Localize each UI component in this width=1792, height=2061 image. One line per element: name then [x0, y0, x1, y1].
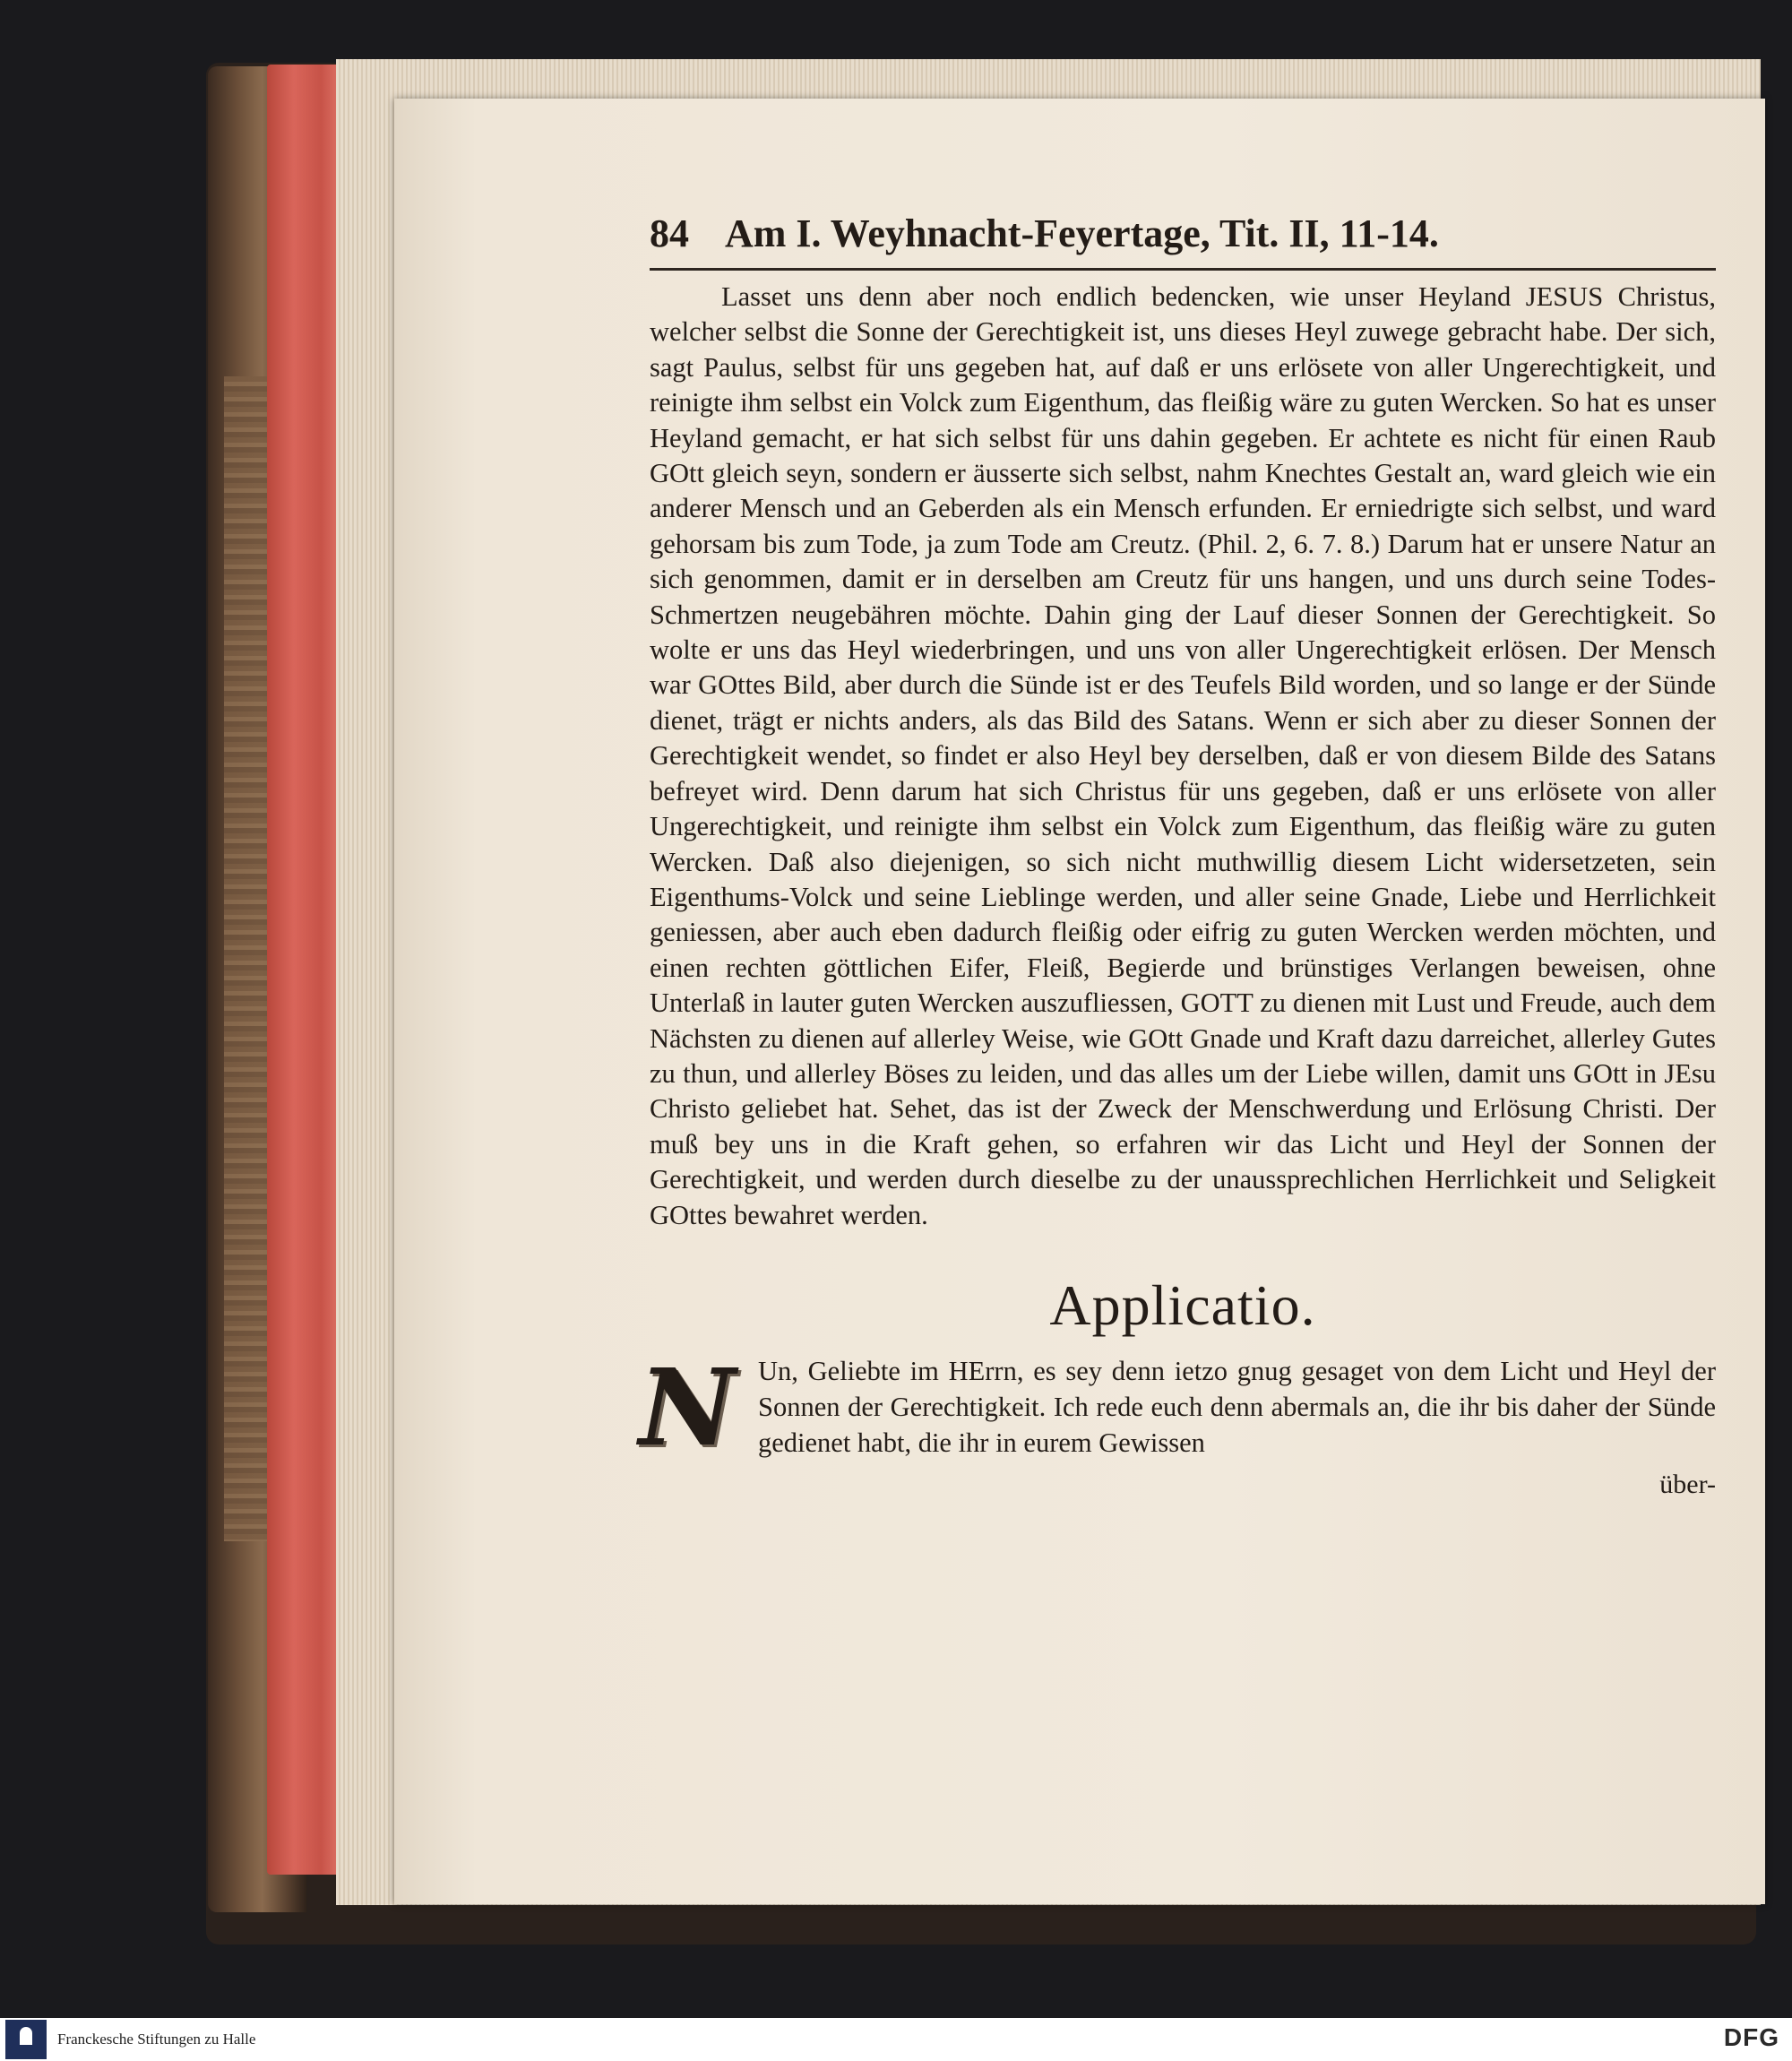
application-paragraph: Un, Geliebte im HErrn, es sey denn ietzo gnug gesaget von dem Licht und Heyl der Sonnen der Gerechtigkeit. Ich rede euch denn abermals an, die ihr bis daher der Sünde gedienet habt, die ihr in eurem Gewissen — [758, 1355, 1716, 1458]
running-title: Am I. Weyhnacht-Feyertage, Tit. II, 11-14. — [725, 211, 1439, 255]
dfg-logo: DFG — [1723, 2023, 1779, 2051]
section-heading: Applicatio. — [1049, 1272, 1316, 1337]
application-block — [639, 1344, 1716, 1503]
running-head — [650, 211, 1716, 264]
main-text-block — [650, 280, 1716, 1233]
viewer-footer — [0, 2018, 1792, 2061]
header-rule — [650, 268, 1716, 271]
page-number: 84 — [650, 211, 689, 255]
page-content — [639, 211, 1716, 1503]
decorated-initial: N — [639, 1344, 736, 1470]
institution-name: Franckesche Stiftungen zu Halle — [57, 2031, 256, 2048]
catchword: über- — [1659, 1469, 1716, 1499]
institution-logo-icon — [5, 2020, 47, 2059]
main-paragraph: Lasset uns denn aber noch endlich bedencken, wie unser Heyland JESUS Christus, welcher selbst die Sonne der Gerechtigkeit ist, uns dieses Heyl zuwege gebracht habe. Der sich, sagt Paulus, selbst für uns gegeben hat, auf daß er uns erlösete von aller Ungerechtigkeit, und reinigte ihm selbst ein Volck zum Eigenthum, das fleißig wäre zu guten Wercken. So hat es unser Heyland gemacht, er hat sich selbst für uns dahin gegeben. Er achtete es nicht für einen Raub GOtt gleich seyn, sondern er äusserte sich selbst, nahm Knechtes Gestalt an, ward gleich wie ein anderer Mensch und an Geberden als ein Mensch erfunden. Er erniedrigte sich selbst, und ward gehorsam bis zum Tode, ja zum Tode am Creutz. (Phil. 2, 6. 7. 8.) Darum hat er unsere Natur an sich genommen, damit er in derselben am Creutz für uns hangen, und uns durch seine Todes-Schmertzen neugebähren möchte. Dahin ging der Lauf dieser Sonnen der Gerechtigkeit. So wolte er uns das Heyl wiederbringen, und uns von aller Ungerechtigkeit erlösen. Der Mensch war GOttes Bild, aber durch die Sünde ist er des Teufels Bild worden, und so lange er der Sünde dienet, trägt er nichts anders, als das Bild des Satans. Wenn er sich aber zu dieser Sonnen der Gerechtigkeit wendet, so findet er also Heyl bey derselben, daß er von diesem Bilde des Satans befreyet wird. Denn darum hat sich Christus für uns gegeben, daß er uns erlösete von aller Ungerechtigkeit, und reinigte ihm selbst ein Volck zum Eigenthum, das fleißig wäre zu guten Wercken. Daß also diejenigen, so sich nicht muthwillig diesem Licht widersetzeten, sein Eigenthums-Volck und seine Lieblinge werden, und aller seine Gnade, Liebe und Herrlichkeit geniessen, aber auch eben dadurch fleißig oder eifrig zu guten Wercken werden möchten, und einen rechten göttlichen Eifer, Fleiß, Begierde und brünstiges Verlangen beweisen, ohne Unterlaß in lauter guten Wercken auszufliessen, GOTT zu dienen mit Lust und Freude, auch dem Nächsten zu dienen auf allerley Weise, wie GOtt Gnade und Kraft dazu darreichet, allerley Gutes zu thun, und allerley Böses zu leiden, und das alles um der Liebe willen, damit uns GOtt in JEsu Christo geliebet hat. Sehet, das ist der Zweck der Menschwerdung und Erlösung Christi. Der muß bey uns in die Kraft gehen, so erfahren wir das Licht und Heyl der Sonnen der Gerechtigkeit, und werden durch dieselbe zu der unaussprechlichen Herrlichkeit und Seligkeit GOttes bewahret werden. — [650, 281, 1716, 1230]
